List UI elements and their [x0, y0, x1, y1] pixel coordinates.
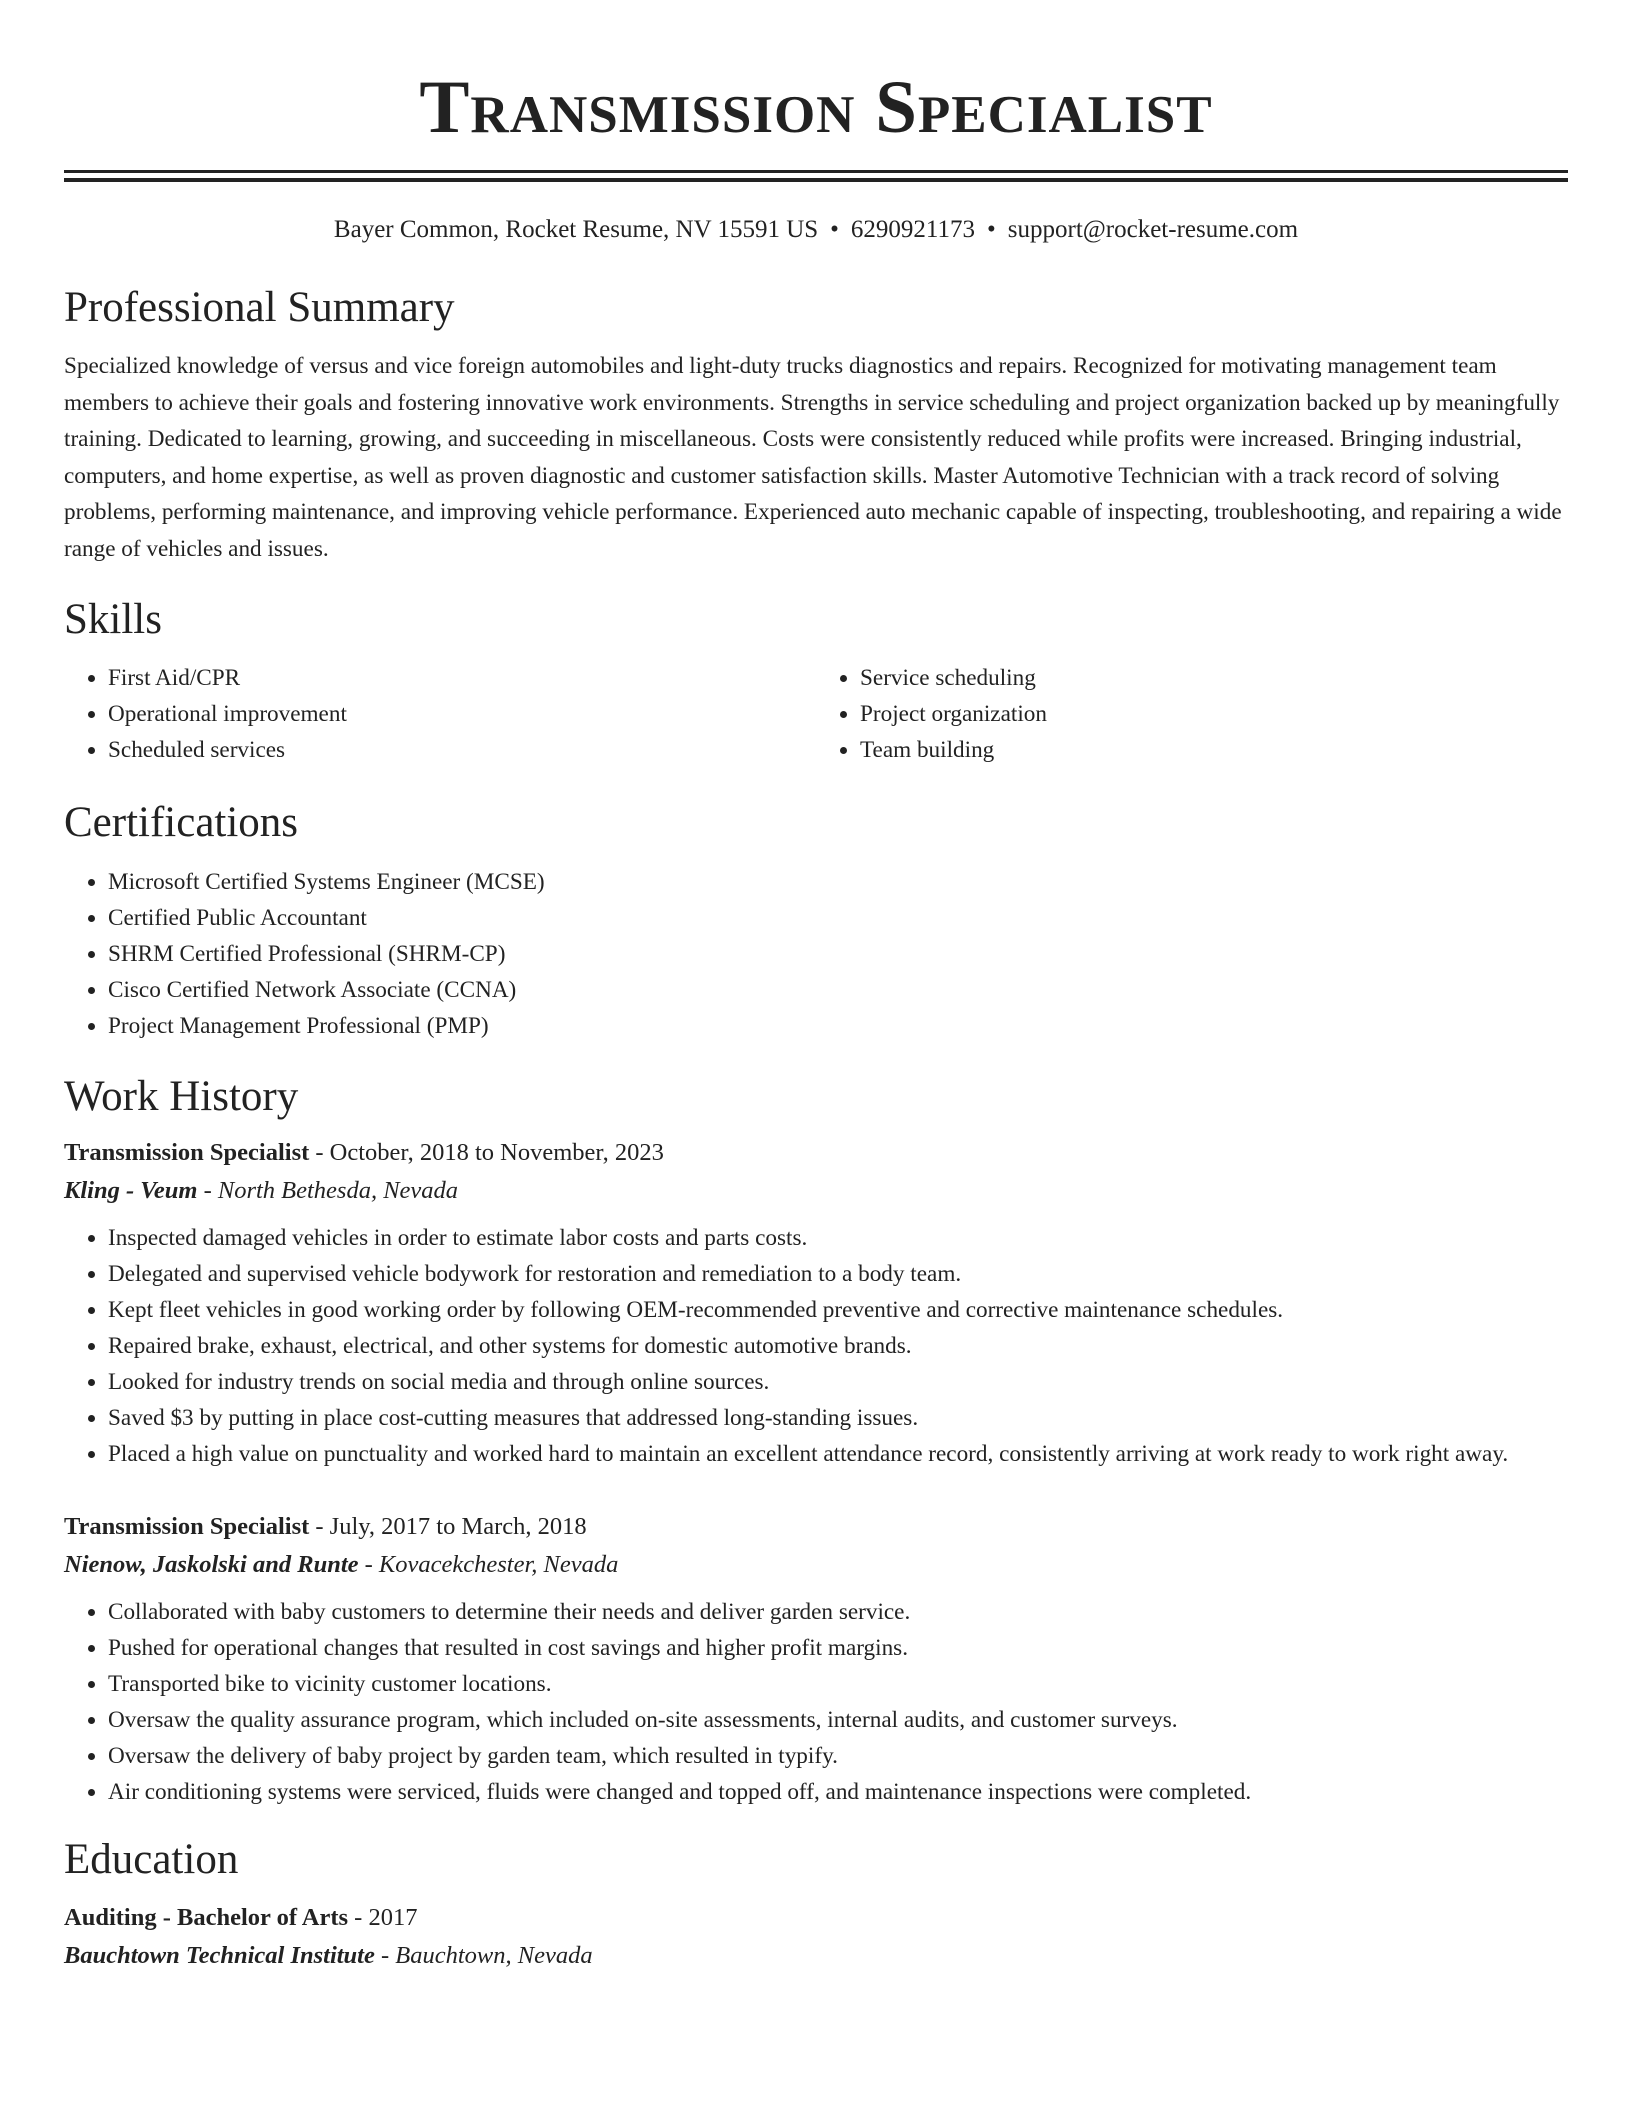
- header-divider: [64, 170, 1568, 182]
- contact-separator: •: [830, 216, 839, 243]
- contact-separator: •: [987, 216, 996, 243]
- list-item: • Inspected damaged vehicles in order to estimate labor costs and parts costs.: [108, 1220, 1568, 1256]
- job-title-line: [64, 1508, 1568, 1546]
- education-school: Bauchtown Technical Institute: [64, 1941, 375, 1969]
- job-company: Nienow, Jaskolski and Runte: [64, 1550, 359, 1578]
- skills-heading: Skills: [64, 595, 162, 643]
- list-item: • Project Management Professional (PMP): [108, 1008, 1568, 1044]
- contact-phone: 6290921173: [850, 216, 975, 243]
- list-item: • Repaired brake, exhaust, electrical, and other systems for domestic automotive brands.: [108, 1328, 1568, 1364]
- certifications-heading: Certifications: [64, 798, 299, 846]
- list-item: • Transported bike to vicinity customer locations.: [108, 1666, 1568, 1702]
- list-item: • Oversaw the delivery of baby project by garden team, which resulted in typify.: [108, 1738, 1568, 1774]
- list-item: • Saved $3 by putting in place cost-cutting measures that addressed long-standing issues.: [108, 1400, 1568, 1436]
- list-item: • First Aid/CPR: [108, 660, 816, 696]
- contact-email: support@rocket-resume.com: [1007, 216, 1299, 243]
- job-location: - North Bethesda, Nevada: [197, 1176, 459, 1204]
- job-company-line: [64, 1546, 1568, 1584]
- education-degree: Auditing - Bachelor of Arts: [64, 1903, 349, 1931]
- job-dates: - October, 2018 to November, 2023: [309, 1138, 664, 1166]
- job-location: - Kovacekchester, Nevada: [358, 1550, 619, 1578]
- skills-column-left: [64, 660, 816, 768]
- education-year: - 2017: [348, 1903, 418, 1931]
- job-entry: [64, 1134, 1568, 1472]
- list-item: • Microsoft Certified Systems Engineer (MCSE): [108, 864, 1568, 900]
- list-item: • Pushed for operational changes that resulted in cost savings and higher profit margins.: [108, 1630, 1568, 1666]
- job-title-line: [64, 1134, 1568, 1172]
- contact-line: [64, 215, 1568, 245]
- job-company: Kling - Veum: [64, 1176, 198, 1204]
- job-bullets: [64, 1220, 1568, 1472]
- education-school-line: [64, 1937, 1568, 1975]
- list-item: • Certified Public Accountant: [108, 900, 1568, 936]
- education-location: - Bauchtown, Nevada: [374, 1941, 593, 1969]
- job-company-line: [64, 1172, 1568, 1210]
- summary-text: Specialized knowledge of versus and vice foreign automobiles and light-duty trucks diagnostics and repairs. Recognized for motivating management team members to achieve their goals and fostering innovative work environments. Strengths in service scheduling and project organization backed up by meaningfully training. Dedicated to learning, growing, and succeeding in miscellaneous. Costs were consistently reduced while profits were increased. Bringing industrial, computers, and home expertise, as well as proven diagnostic and customer satisfaction skills. Master Automotive Technician with a track record of solving problems, performing maintenance, and improving vehicle performance. Experienced auto mechanic capable of inspecting, troubleshooting, and repairing a wide range of vehicles and issues.: [64, 353, 1562, 562]
- list-item: • Oversaw the quality assurance program, which included on-site assessments, internal audits, and customer surveys.: [108, 1702, 1568, 1738]
- education-entry: [64, 1899, 1568, 1975]
- job-dates: - July, 2017 to March, 2018: [309, 1512, 587, 1540]
- list-item: • Looked for industry trends on social media and through online sources.: [108, 1364, 1568, 1400]
- list-item: • Kept fleet vehicles in good working order by following OEM-recommended preventive and corrective maintenance schedules.: [108, 1292, 1568, 1328]
- list-item: • Service scheduling: [860, 660, 1568, 696]
- work-history-heading: Work History: [64, 1072, 299, 1120]
- skills-column-right: [816, 660, 1568, 768]
- certifications-list: [64, 864, 1568, 1044]
- list-item: • Project organization: [860, 696, 1568, 732]
- job-role: Transmission Specialist: [64, 1512, 310, 1540]
- list-item: • Scheduled services: [108, 732, 816, 768]
- candidate-name: Transmission Specialist: [419, 66, 1213, 149]
- list-item: • Operational improvement: [108, 696, 816, 732]
- education-heading: Education: [64, 1835, 239, 1883]
- job-role: Transmission Specialist: [64, 1138, 310, 1166]
- list-item: • Team building: [860, 732, 1568, 768]
- summary-heading: Professional Summary: [64, 284, 455, 331]
- list-item: • SHRM Certified Professional (SHRM-CP): [108, 936, 1568, 972]
- list-item: • Cisco Certified Network Associate (CCNA): [108, 972, 1568, 1008]
- education-degree-line: [64, 1899, 1568, 1937]
- list-item: • Collaborated with baby customers to determine their needs and deliver garden service.: [108, 1594, 1568, 1630]
- skills-list: [64, 660, 1568, 768]
- job-bullets: [64, 1594, 1568, 1810]
- list-item: • Placed a high value on punctuality and worked hard to maintain an excellent attendance record, consistently arriving at work ready to work right away.: [108, 1436, 1568, 1472]
- contact-address: Bayer Common, Rocket Resume, NV 15591 US: [333, 216, 819, 243]
- job-entry: [64, 1508, 1568, 1810]
- list-item: • Air conditioning systems were serviced, fluids were changed and topped off, and maintenance inspections were completed.: [108, 1774, 1568, 1810]
- list-item: • Delegated and supervised vehicle bodywork for restoration and remediation to a body team.: [108, 1256, 1568, 1292]
